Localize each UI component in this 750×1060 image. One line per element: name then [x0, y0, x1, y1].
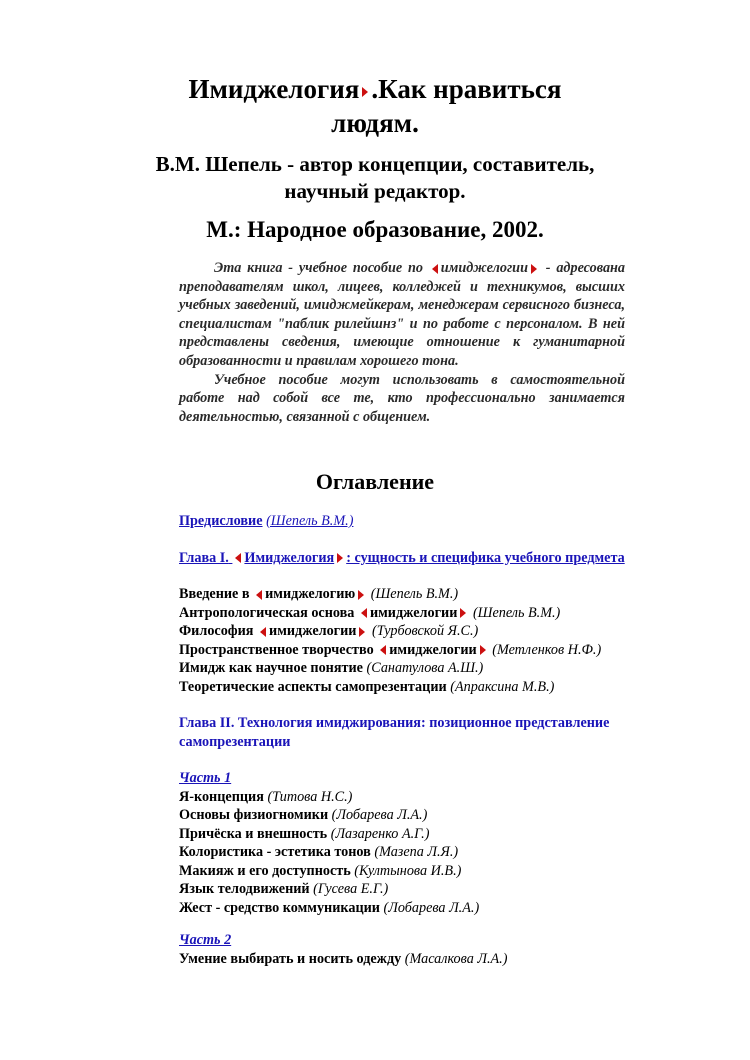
toc-item-text: Умение выбирать и носить одежду	[179, 950, 402, 967]
toc-item-author: (Титова Н.С.)	[267, 788, 353, 805]
toc-item-text: Основы физиогномики	[179, 807, 329, 823]
author-line2: научный редактор.	[284, 179, 466, 203]
document-title	[150, 72, 600, 140]
toc-item-text: Колористика - эстетика тонов	[179, 844, 371, 860]
abstract	[179, 259, 625, 426]
arrow-right-icon	[531, 264, 537, 274]
toc-item	[179, 585, 625, 604]
chapter-1-prefix: Глава I.	[179, 549, 229, 566]
toc-item-author: (Санатулова А.Ш.)	[366, 660, 484, 676]
title-part1: Имиджелогия	[188, 74, 360, 104]
arrow-right-icon	[337, 553, 343, 563]
title-line2: людям.	[331, 108, 419, 138]
toc-item-term: имиджелогии	[369, 604, 458, 621]
chapter-1-term: Имиджелогия	[244, 549, 335, 566]
title-part2: .Как нравиться	[371, 74, 562, 104]
publisher-line: М.: Народное образование, 2002.	[206, 217, 544, 242]
arrow-right-icon	[460, 608, 466, 618]
toc-item	[179, 950, 625, 969]
arrow-right-icon	[480, 645, 486, 655]
toc-item	[179, 641, 625, 660]
arrow-left-icon	[380, 645, 386, 655]
toc-item-author: (Масалкова Л.А.)	[404, 950, 508, 967]
toc-item-text: Имидж как научное понятие	[179, 660, 363, 676]
toc-item	[179, 622, 625, 641]
toc-item-text: Теоретические аспекты самопрезентации	[179, 678, 447, 695]
toc-item	[179, 825, 625, 844]
toc-item-term: имиджелогии	[269, 623, 357, 639]
toc-item-text: Причёска и внешность	[179, 825, 328, 842]
toc-item-author: (Мазепа Л.Я.)	[374, 844, 459, 860]
toc-item-text: Макияж и его доступность	[179, 862, 351, 879]
toc-item	[179, 880, 625, 899]
abstract-term: имиджелогии	[440, 260, 528, 276]
toc-item	[179, 604, 625, 623]
toc-item-text: Язык телодвижений	[179, 881, 310, 897]
toc-item-author: (Лазаренко А.Г.)	[330, 825, 430, 842]
toc-item-text: Пространственное творчество	[179, 641, 374, 658]
toc-item	[179, 862, 625, 881]
toc-heading: Оглавление	[315, 469, 435, 494]
toc-item-text: Введение в	[179, 586, 250, 602]
toc-preface	[179, 512, 625, 531]
toc-item-term: имиджелогии	[389, 641, 477, 658]
arrow-left-icon	[361, 608, 367, 618]
abstract-p1-rest: - адресована преподавателям школ, лицеев, колледжей и техникумов, высших учебных заведений, имиджмейкерам, менеджерам сервисного бизнеса, специалистам "паблик рилейшнз" и по работе с персоналом. В ней представлены сведения, имеющие отношение к гуманитарной образованности и правилам хорошего тона.	[179, 260, 626, 369]
chapter-1-link[interactable]	[179, 549, 625, 568]
toc-item-author: (Лобарева Л.А.)	[331, 807, 428, 823]
toc-item	[179, 788, 625, 807]
toc-item-text: Жест - средство коммуникации	[179, 899, 380, 916]
toc-item	[179, 659, 625, 678]
toc-item-author: (Гусева Е.Г.)	[313, 881, 389, 897]
chapter-2-heading: Глава II. Технология имиджирования: позиционное представление самопрезентации	[179, 715, 610, 750]
table-of-contents	[179, 512, 625, 968]
toc-item-author: (Шепель В.М.)	[370, 586, 459, 602]
arrow-left-icon	[432, 264, 438, 274]
arrow-right-icon	[362, 87, 368, 97]
toc-item-author: (Лобарева Л.А.)	[383, 899, 480, 916]
toc-item	[179, 678, 625, 697]
part-1-link[interactable]: Часть 1	[179, 770, 232, 786]
abstract-paragraph-2: Учебное пособие могут использовать в самостоятельной работе над собой все те, кто профессионально занимается деятельностью, связанной с общением.	[179, 371, 625, 425]
toc-item-author: (Турбовской Я.С.)	[372, 623, 479, 639]
toc-item-term: имиджелогию	[265, 586, 356, 602]
toc-item-text: Я-концепция	[179, 788, 264, 805]
toc-item-author: (Метленков Н.Ф.)	[492, 641, 602, 658]
chapter-1-suffix: : сущность и специфика учебного предмета	[346, 549, 625, 566]
arrow-right-icon	[359, 627, 365, 637]
author-line1: В.М. Шепель - автор концепции, составитель,	[155, 152, 595, 176]
toc-item	[179, 806, 625, 825]
arrow-right-icon	[358, 590, 364, 600]
abstract-p1-start: Эта книга - учебное пособие по	[214, 260, 423, 276]
toc-item	[179, 899, 625, 918]
part-2-link[interactable]: Часть 2	[179, 932, 232, 948]
toc-item-text: Философия	[179, 623, 254, 639]
preface-link[interactable]: Предисловие	[179, 513, 263, 529]
abstract-paragraph-1	[179, 259, 625, 371]
arrow-left-icon	[235, 553, 241, 563]
toc-item-author: (Шепель В.М.)	[472, 604, 561, 621]
arrow-left-icon	[256, 590, 262, 600]
toc-item	[179, 843, 625, 862]
toc-item-text: Антропологическая основа	[179, 604, 355, 621]
preface-author[interactable]: (Шепель В.М.)	[266, 513, 354, 529]
toc-item-author: (Апраксина М.В.)	[450, 678, 555, 695]
arrow-left-icon	[260, 627, 266, 637]
toc-item-author: (Култынова И.В.)	[354, 862, 462, 879]
author-line	[140, 151, 610, 205]
